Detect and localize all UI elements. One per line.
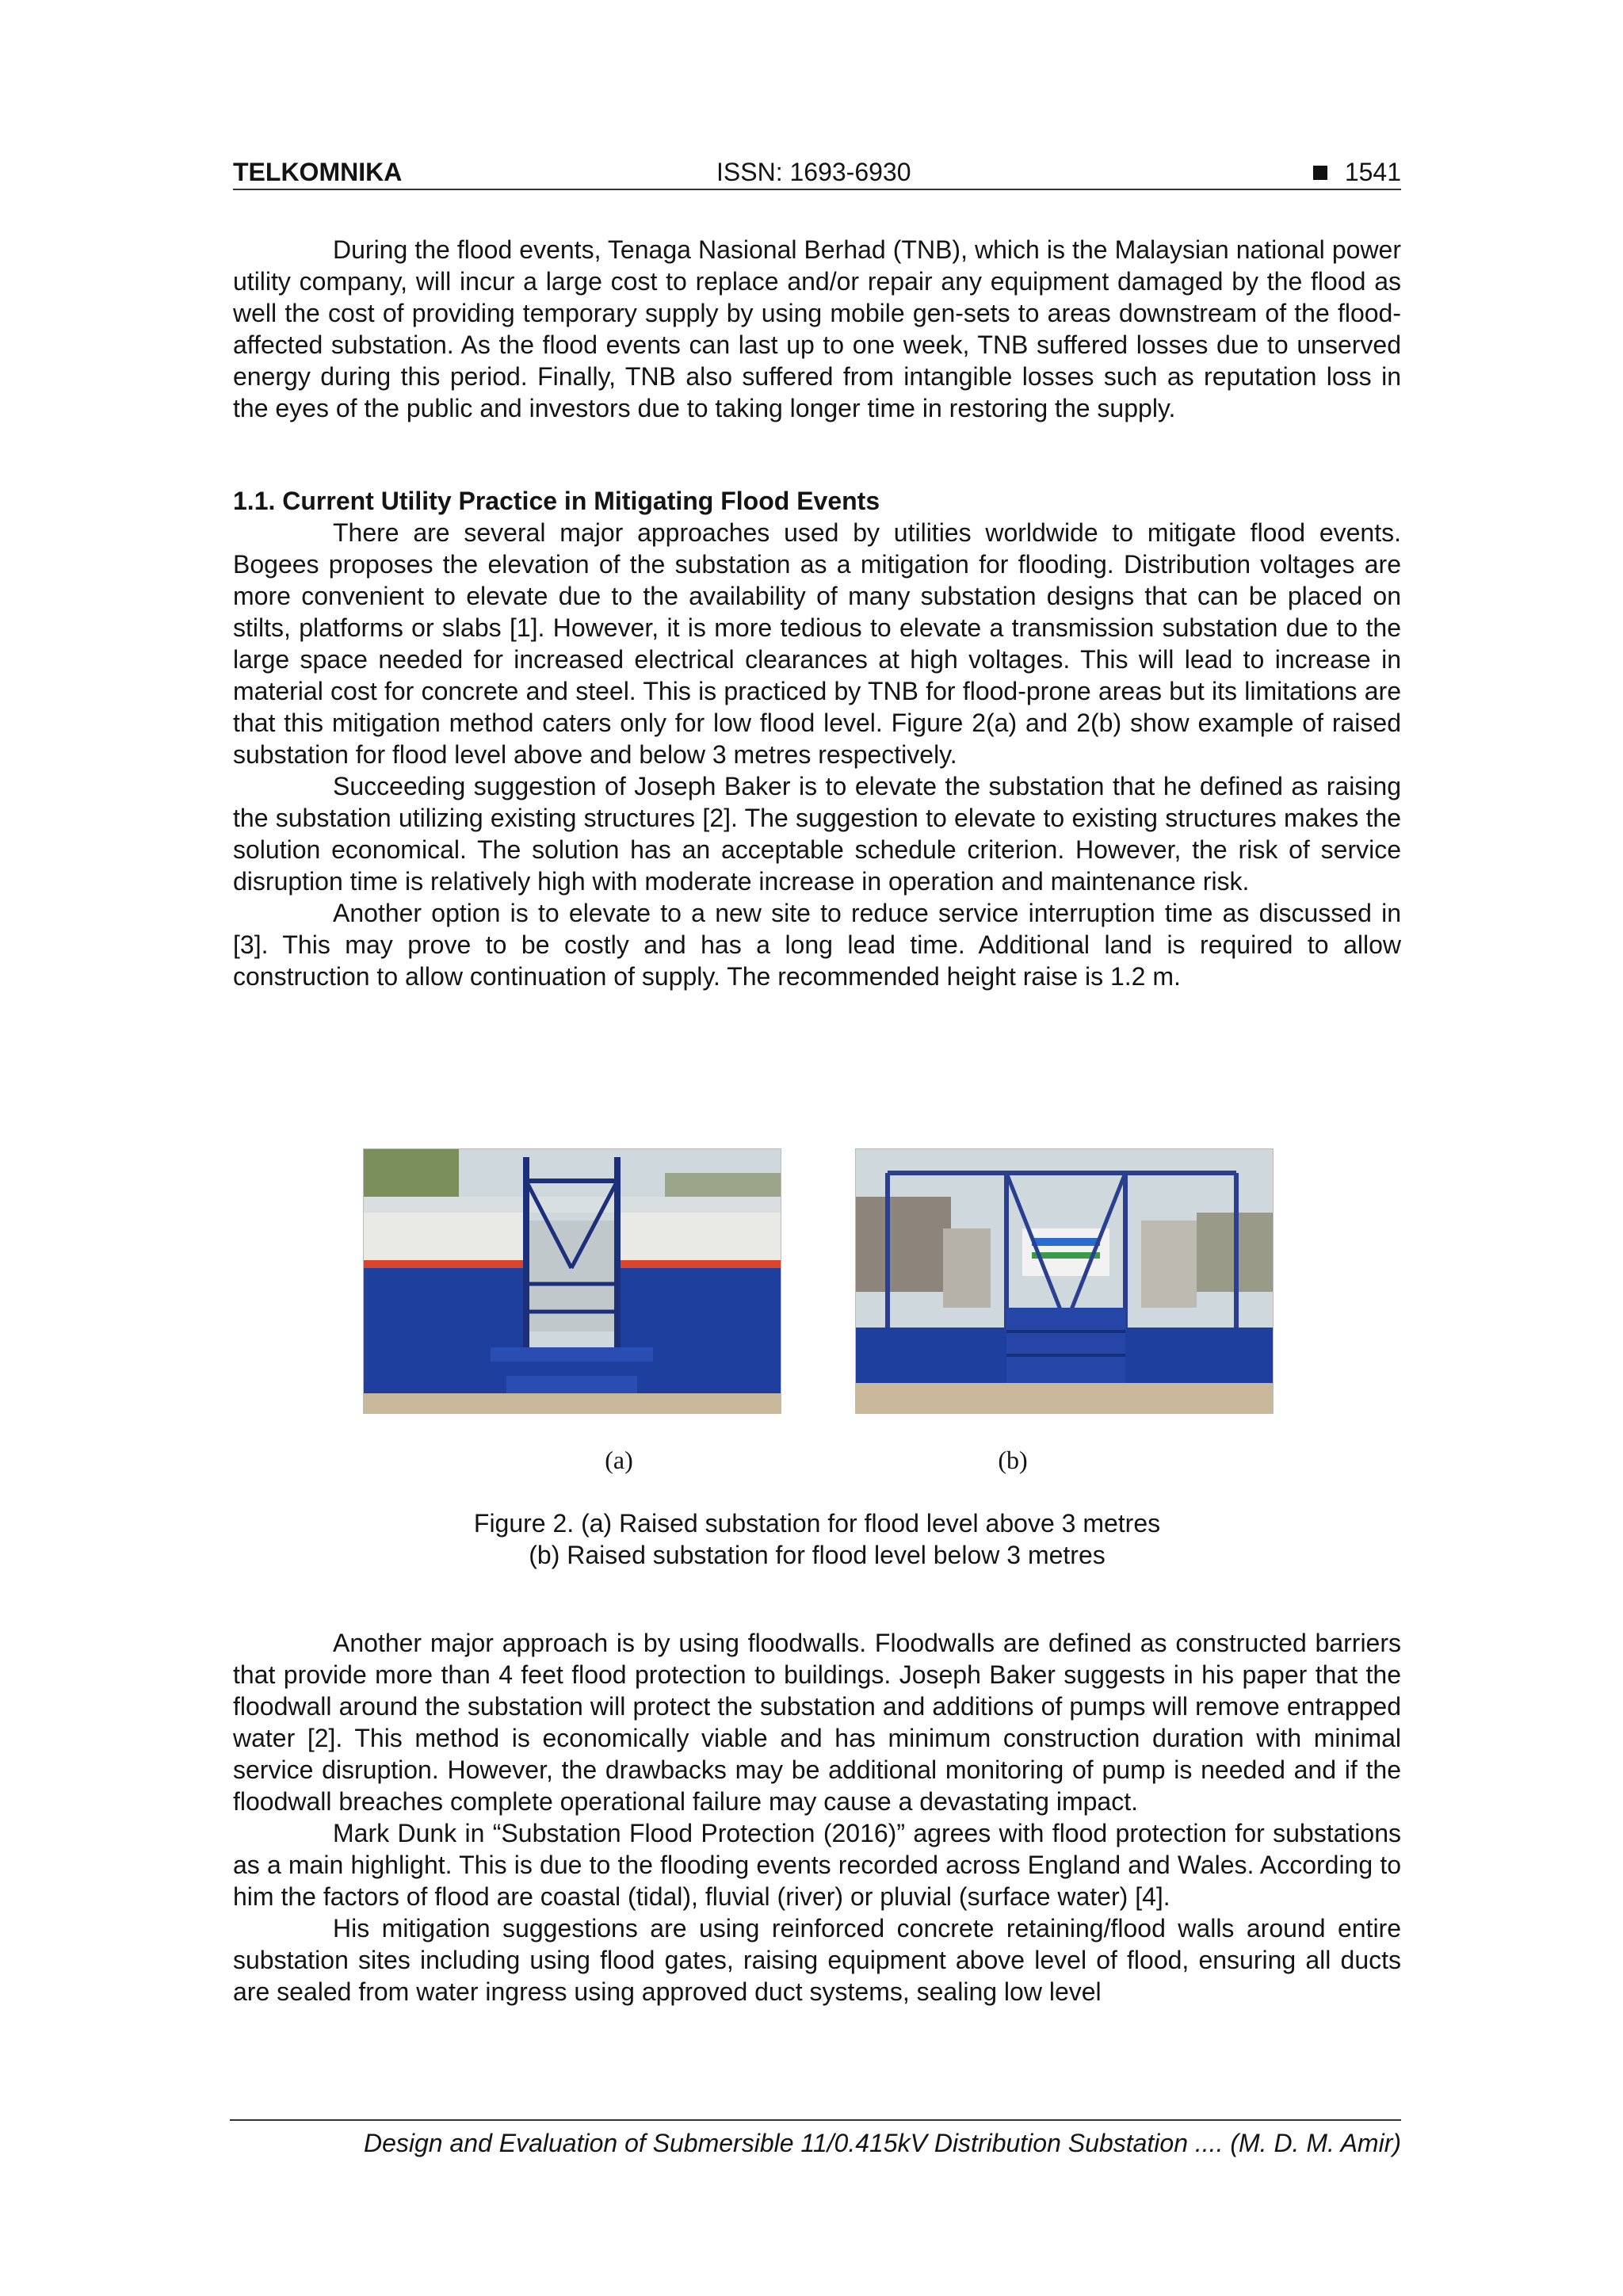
running-footer: Design and Evaluation of Submersible 11/0.415kV Distribution Substation .... (M. D. M. Amir) bbox=[230, 2119, 1401, 2159]
square-bullet-icon bbox=[1313, 166, 1327, 180]
figure-caption bbox=[233, 1507, 1401, 1571]
floodwall-paragraphs bbox=[233, 1627, 1401, 2008]
page-number-group bbox=[1313, 155, 1401, 189]
paragraph: There are several major approaches used by utilities worldwide to mitigate flood events. Bogees proposes the elevation of the substation as a mitigation for flooding. Distribution voltages are more convenient to elevate due to the availability of many substation designs that can be placed on stilts, platforms or slabs [1]. However, it is more tedious to elevate a transmission substation due to the large space needed for increased electrical clearances at high voltages. This will lead to increase in material cost for concrete and steel. This is practiced by TNB for flood-prone areas but its limitations are that this mitigation method caters only for low flood level. Figure 2(a) and 2(b) show example of raised substation for flood level above and below 3 metres respectively. bbox=[233, 518, 1401, 769]
running-header bbox=[233, 155, 1401, 190]
caption-line-1: Figure 2. (a) Raised substation for flood level above 3 metres bbox=[473, 1509, 1161, 1538]
figure-label-a: (a) bbox=[605, 1446, 633, 1474]
caption-line-2: (b) Raised substation for flood level below 3 metres bbox=[529, 1541, 1106, 1569]
section-heading: 1.1. Current Utility Practice in Mitigating Flood Events bbox=[233, 487, 880, 515]
paragraph: Another major approach is by using floodwalls. Floodwalls are defined as constructed barriers that provide more than 4 feet flood protection to buildings. Joseph Baker suggests in his paper that the floodwall around the substation will protect the substation and additions of pumps will remove entrapped water [2]. This method is economically viable and has minimum construction duration with minimal service disruption. However, the drawbacks may be additional monitoring of pump is needed and if the floodwall breaches complete operational failure may cause a devastating impact. bbox=[233, 1629, 1401, 1816]
paragraph: During the flood events, Tenaga Nasional Berhad (TNB), which is the Malaysian national power utility company, will incur a large cost to replace and/or repair any equipment damaged by the flood as well the cost of providing temporary supply by using mobile gen-sets to areas downstream of the flood-affected substation. As the flood events can last up to one week, TNB suffered losses due to unserved energy during this period. Finally, TNB also suffered from intangible losses such as reputation loss in the eyes of the public and investors due to taking longer time in restoring the supply. bbox=[233, 235, 1401, 422]
paragraph: Another option is to elevate to a new site to reduce service interruption time as discussed in [3]. This may prove to be costly and has a long lead time. Additional land is required to allow construction to allow continuation of supply. The recommended height raise is 1.2 m. bbox=[233, 899, 1401, 991]
raised-substation-photo-a bbox=[364, 1149, 781, 1413]
intro-paragraphs bbox=[233, 234, 1401, 424]
paragraph: Succeeding suggestion of Joseph Baker is to elevate the substation that he defined as raising the substation utilizing existing structures [2]. The suggestion to elevate to existing structures makes the solution economical. The solution has an acceptable schedule criterion. However, the risk of service disruption time is relatively high with moderate increase in operation and maintenance risk. bbox=[233, 772, 1401, 896]
section-1-1 bbox=[233, 485, 1401, 992]
journal-name: TELKOMNIKA bbox=[233, 158, 403, 186]
figure-2b-photo bbox=[855, 1148, 1274, 1414]
page-number: 1541 bbox=[1344, 158, 1401, 186]
figure-2a-photo bbox=[363, 1148, 781, 1414]
issn: ISSN: 1693-6930 bbox=[716, 158, 911, 186]
paragraph: Mark Dunk in “Substation Flood Protection (2016)” agrees with flood protection for substations as a main highlight. This is due to the flooding events recorded across England and Wales. According to him the factors of flood are coastal (tidal), fluvial (river) or pluvial (surface water) [4]. bbox=[233, 1819, 1401, 1911]
figure-label-b: (b) bbox=[998, 1446, 1028, 1474]
raised-substation-photo-b bbox=[856, 1149, 1273, 1413]
paragraph: His mitigation suggestions are using reinforced concrete retaining/flood walls around entire substation sites including using flood gates, raising equipment above level of flood, ensuring all ducts are sealed from water ingress using approved duct systems, sealing low level bbox=[233, 1914, 1401, 2006]
